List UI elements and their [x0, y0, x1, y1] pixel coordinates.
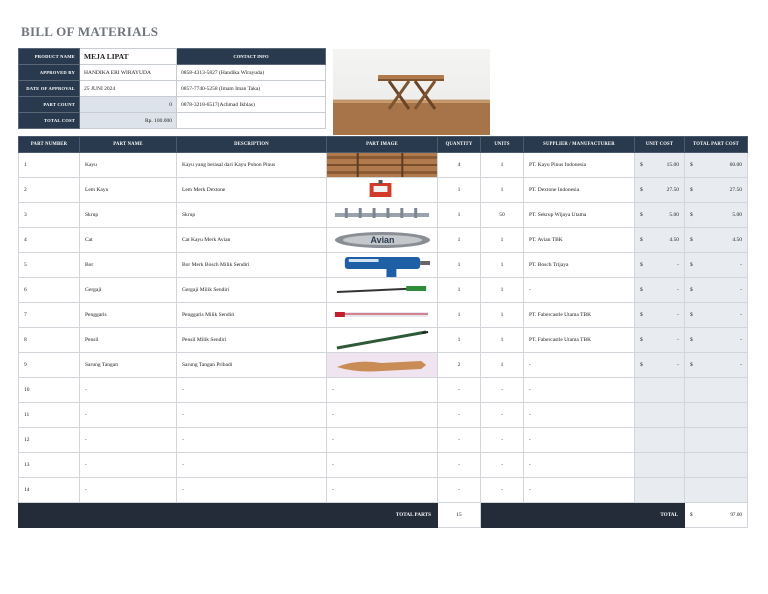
total-part-cost-cell[interactable]	[685, 303, 748, 328]
product-name-value[interactable]: MEJA LIPAT	[80, 49, 177, 65]
unit-cost-cell-value: -	[677, 337, 679, 343]
unit-cost-cell[interactable]	[635, 353, 685, 378]
col-units: UNITS	[481, 137, 524, 153]
part-number-cell[interactable]: 14	[19, 478, 80, 503]
table-row	[19, 328, 748, 353]
totals-row	[19, 503, 748, 528]
unit-cost-cell[interactable]	[635, 228, 685, 253]
quantity-cell[interactable]: 1	[438, 228, 481, 253]
ruler-image	[327, 303, 438, 328]
units-cell[interactable]: 1	[481, 303, 524, 328]
quantity-cell[interactable]: -	[438, 478, 481, 503]
unit-cost-cell-value: -	[677, 262, 679, 268]
part-image-cell[interactable]: -	[327, 428, 438, 453]
units-cell[interactable]: -	[481, 453, 524, 478]
supplier-cell[interactable]: PT. Dextone Indonesia	[524, 178, 635, 203]
total-part-cost-cell[interactable]	[685, 428, 748, 453]
total-part-cost-cell[interactable]	[685, 228, 748, 253]
total-part-cost-cell[interactable]	[685, 478, 748, 503]
table-row	[19, 403, 748, 428]
units-cell[interactable]: 1	[481, 353, 524, 378]
page-title: BILL OF MATERIALS	[21, 24, 159, 39]
unit-cost-cell-value: 4.50	[669, 237, 679, 243]
col-part-image: PART IMAGE	[327, 137, 438, 153]
part-name-cell[interactable]: Sarung Tangan	[80, 353, 177, 378]
currency-symbol: $	[690, 162, 693, 168]
grand-total-value: 97.00	[730, 512, 742, 518]
description-cell[interactable]: Cat Kayu Merk Avian	[177, 228, 327, 253]
saw-image	[327, 278, 438, 303]
unit-cost-cell[interactable]	[635, 403, 685, 428]
total-parts-label: TOTAL PARTS	[19, 503, 438, 528]
grand-total-cell[interactable]	[685, 503, 748, 528]
table-row	[19, 353, 748, 378]
currency-symbol: $	[640, 187, 643, 193]
part-name-cell[interactable]: -	[80, 378, 177, 403]
currency-symbol: $	[640, 312, 643, 318]
part-name-cell[interactable]: -	[80, 428, 177, 453]
units-cell[interactable]: 1	[481, 278, 524, 303]
total-part-cost-cell-value: 27.50	[729, 187, 742, 193]
col-total-part-cost: TOTAL PART COST	[685, 137, 748, 153]
part-number-cell[interactable]: 5	[19, 253, 80, 278]
currency-symbol: $	[640, 337, 643, 343]
currency-symbol: $	[640, 237, 643, 243]
table-row	[19, 153, 748, 178]
total-part-cost-cell-value: -	[740, 337, 742, 343]
total-part-cost-cell[interactable]	[685, 328, 748, 353]
currency-symbol: $	[640, 162, 643, 168]
total-part-cost-cell-value: 5.00	[732, 212, 742, 218]
contact-info-1[interactable]: 0858-4313-5827 (Handika Wirayuda)	[177, 65, 326, 81]
part-number-cell[interactable]: 2	[19, 178, 80, 203]
quantity-cell[interactable]: 2	[438, 353, 481, 378]
total-parts-value[interactable]: 15	[438, 503, 481, 528]
quantity-cell[interactable]: -	[438, 378, 481, 403]
quantity-cell[interactable]: 4	[438, 153, 481, 178]
unit-cost-cell[interactable]	[635, 428, 685, 453]
total-part-cost-cell[interactable]	[685, 453, 748, 478]
table-row	[19, 428, 748, 453]
approved-by-label: APPROVED BY	[19, 65, 80, 81]
quantity-cell[interactable]: -	[438, 428, 481, 453]
supplier-cell[interactable]: PT. Avian TBK	[524, 228, 635, 253]
table-row	[19, 278, 748, 303]
supplier-cell[interactable]: PT. Sekrup Wijaya Utama	[524, 203, 635, 228]
description-cell[interactable]: -	[177, 428, 327, 453]
table-row	[19, 178, 748, 203]
description-cell[interactable]: Penggaris Milik Sendiri	[177, 303, 327, 328]
table-row	[19, 303, 748, 328]
contact-info-2[interactable]: 0857-7740-5258 (Imam Iman Taka)	[177, 81, 326, 97]
unit-cost-cell-value: 5.00	[669, 212, 679, 218]
part-count-value[interactable]: 0	[80, 97, 177, 113]
units-cell[interactable]: 1	[481, 228, 524, 253]
part-number-cell[interactable]: 10	[19, 378, 80, 403]
units-cell[interactable]: 1	[481, 328, 524, 353]
quantity-cell[interactable]: -	[438, 453, 481, 478]
quantity-cell[interactable]: -	[438, 403, 481, 428]
part-name-cell[interactable]: Skrup	[80, 203, 177, 228]
unit-cost-cell-value: -	[677, 312, 679, 318]
folding-table-photo	[333, 49, 490, 135]
description-cell[interactable]: Skrup	[177, 203, 327, 228]
quantity-cell[interactable]: 1	[438, 303, 481, 328]
currency-symbol: $	[640, 362, 643, 368]
quantity-cell[interactable]: 1	[438, 178, 481, 203]
units-cell[interactable]: 1	[481, 178, 524, 203]
product-name-label: PRODUCT NAME	[19, 49, 80, 65]
supplier-cell[interactable]: -	[524, 353, 635, 378]
contact-info-3[interactable]: 0878-3218-6517(Achmad Ikhlas)	[177, 97, 326, 113]
quantity-cell[interactable]: 1	[438, 203, 481, 228]
supplier-cell[interactable]: -	[524, 453, 635, 478]
units-cell[interactable]: 1	[481, 253, 524, 278]
description-cell[interactable]: Sarung Tangan Pribadi	[177, 353, 327, 378]
total-part-cost-cell-value: -	[740, 312, 742, 318]
unit-cost-cell-value: -	[677, 362, 679, 368]
description-cell[interactable]: Pensil Milik Sendiri	[177, 328, 327, 353]
part-number-cell[interactable]: 1	[19, 153, 80, 178]
units-cell[interactable]: -	[481, 428, 524, 453]
table-row	[19, 478, 748, 503]
unit-cost-cell[interactable]	[635, 478, 685, 503]
part-number-cell[interactable]: 12	[19, 428, 80, 453]
approved-by-value[interactable]: HANDIKA ERI WIRAYUDA	[80, 65, 177, 81]
supplier-cell[interactable]: PT. Fabercastle Utama TBK	[524, 303, 635, 328]
part-name-cell[interactable]: Cat	[80, 228, 177, 253]
supplier-cell[interactable]: -	[524, 403, 635, 428]
total-part-cost-cell[interactable]	[685, 278, 748, 303]
part-number-cell[interactable]: 8	[19, 328, 80, 353]
supplier-cell[interactable]: -	[524, 278, 635, 303]
date-of-approval-value[interactable]: 25 JUNI 2024	[80, 81, 177, 97]
units-cell[interactable]: 50	[481, 203, 524, 228]
unit-cost-cell[interactable]	[635, 278, 685, 303]
total-part-cost-cell[interactable]	[685, 178, 748, 203]
drill-image	[327, 253, 438, 278]
table-row	[19, 203, 748, 228]
part-name-cell[interactable]: -	[80, 453, 177, 478]
currency-symbol: $	[690, 212, 693, 218]
unit-cost-cell[interactable]	[635, 303, 685, 328]
description-cell[interactable]: Bor Merk Bosch Milik Sendiri	[177, 253, 327, 278]
currency-symbol: $	[690, 362, 693, 368]
unit-cost-cell[interactable]	[635, 178, 685, 203]
supplier-cell[interactable]: -	[524, 428, 635, 453]
part-image-cell[interactable]: -	[327, 403, 438, 428]
currency-symbol: $	[690, 237, 693, 243]
description-cell[interactable]: -	[177, 453, 327, 478]
col-unit-cost: UNIT COST	[635, 137, 685, 153]
total-part-cost-cell-value: -	[740, 262, 742, 268]
currency-symbol: $	[640, 262, 643, 268]
total-part-cost-cell[interactable]	[685, 378, 748, 403]
unit-cost-cell[interactable]	[635, 378, 685, 403]
table-row	[19, 228, 748, 253]
grand-total-label: TOTAL	[481, 503, 685, 528]
currency-symbol: $	[690, 312, 693, 318]
part-name-cell[interactable]: Bor	[80, 253, 177, 278]
unit-cost-cell-value: -	[677, 287, 679, 293]
part-name-cell[interactable]: Penggaris	[80, 303, 177, 328]
description-cell[interactable]: -	[177, 403, 327, 428]
part-number-cell[interactable]: 13	[19, 453, 80, 478]
total-cost-label: TOTAL COST	[19, 113, 80, 129]
currency-symbol: $	[690, 287, 693, 293]
svg-text:Avian: Avian	[370, 234, 395, 246]
supplier-cell[interactable]: PT. Fabercastle Utama TBK	[524, 328, 635, 353]
currency-symbol: $	[690, 337, 693, 343]
part-image-cell[interactable]: -	[327, 378, 438, 403]
total-part-cost-cell-value: -	[740, 362, 742, 368]
part-name-cell[interactable]: Pensil	[80, 328, 177, 353]
parts-table-header	[19, 137, 748, 153]
unit-cost-cell[interactable]	[635, 453, 685, 478]
unit-cost-cell-value: 27.50	[666, 187, 679, 193]
units-cell[interactable]: -	[481, 378, 524, 403]
unit-cost-cell[interactable]	[635, 328, 685, 353]
total-part-cost-cell-value: -	[740, 287, 742, 293]
currency-symbol: $	[640, 212, 643, 218]
unit-cost-cell[interactable]	[635, 253, 685, 278]
part-image-cell[interactable]: -	[327, 478, 438, 503]
total-part-cost-cell[interactable]	[685, 353, 748, 378]
part-count-label: PART COUNT	[19, 97, 80, 113]
screws-image	[327, 203, 438, 228]
currency-symbol: $	[690, 187, 693, 193]
description-cell[interactable]: -	[177, 478, 327, 503]
total-part-cost-cell[interactable]	[685, 203, 748, 228]
quantity-cell[interactable]: 1	[438, 253, 481, 278]
product-info-table	[18, 48, 326, 129]
total-part-cost-cell-value: 4.50	[732, 237, 742, 243]
glue-tube-image	[327, 178, 438, 203]
supplier-cell[interactable]: PT. Bosch Trijaya	[524, 253, 635, 278]
part-number-cell[interactable]: 9	[19, 353, 80, 378]
wood-planks-image	[327, 153, 438, 178]
col-description: DESCRIPTION	[177, 137, 327, 153]
part-number-cell[interactable]: 7	[19, 303, 80, 328]
description-cell[interactable]: -	[177, 378, 327, 403]
parts-table	[18, 136, 748, 528]
supplier-cell[interactable]: PT. Kayu Pinus Indonesia	[524, 153, 635, 178]
units-cell[interactable]: 1	[481, 153, 524, 178]
part-name-cell[interactable]: Lem Kayu	[80, 178, 177, 203]
total-part-cost-cell[interactable]	[685, 403, 748, 428]
unit-cost-cell[interactable]	[635, 153, 685, 178]
total-part-cost-cell[interactable]	[685, 153, 748, 178]
date-of-approval-label: DATE OF APPROVAL	[19, 81, 80, 97]
quantity-cell[interactable]: 1	[438, 278, 481, 303]
contact-info-4[interactable]	[177, 113, 326, 129]
part-number-cell[interactable]: 3	[19, 203, 80, 228]
pencil-image	[327, 328, 438, 353]
total-cost-value[interactable]: Rp. 100.000	[80, 113, 177, 129]
supplier-cell[interactable]: -	[524, 478, 635, 503]
supplier-cell[interactable]: -	[524, 378, 635, 403]
col-part-number: PART NUMBER	[19, 137, 80, 153]
table-row	[19, 253, 748, 278]
units-cell[interactable]: -	[481, 478, 524, 503]
currency-symbol: $	[690, 262, 693, 268]
contact-info-header: CONTACT INFO	[177, 49, 326, 65]
total-part-cost-cell[interactable]	[685, 253, 748, 278]
part-name-cell[interactable]: Gergaji	[80, 278, 177, 303]
part-name-cell[interactable]: Kayu	[80, 153, 177, 178]
col-supplier: SUPPLIER / MANUFACTURER	[524, 137, 635, 153]
description-cell[interactable]: Gergaji Milik Sendiri	[177, 278, 327, 303]
paint-can-image	[327, 228, 438, 253]
description-cell[interactable]: Kayu yang berasal dari Kayu Pohon Pinus	[177, 153, 327, 178]
units-cell[interactable]: -	[481, 403, 524, 428]
grand-total-currency: $	[690, 512, 693, 518]
gloves-image	[327, 353, 438, 378]
part-number-cell[interactable]: 11	[19, 403, 80, 428]
table-row	[19, 378, 748, 403]
table-row	[19, 453, 748, 478]
col-quantity: QUANTITY	[438, 137, 481, 153]
total-part-cost-cell-value: 60.00	[729, 162, 742, 168]
unit-cost-cell-value: 15.00	[666, 162, 679, 168]
part-number-cell[interactable]: 4	[19, 228, 80, 253]
quantity-cell[interactable]: 1	[438, 328, 481, 353]
unit-cost-cell[interactable]	[635, 203, 685, 228]
part-name-cell[interactable]: -	[80, 478, 177, 503]
description-cell[interactable]: Lem Merk Dextone	[177, 178, 327, 203]
part-name-cell[interactable]: -	[80, 403, 177, 428]
part-number-cell[interactable]: 6	[19, 278, 80, 303]
part-image-cell[interactable]: -	[327, 453, 438, 478]
col-part-name: PART NAME	[80, 137, 177, 153]
currency-symbol: $	[640, 287, 643, 293]
